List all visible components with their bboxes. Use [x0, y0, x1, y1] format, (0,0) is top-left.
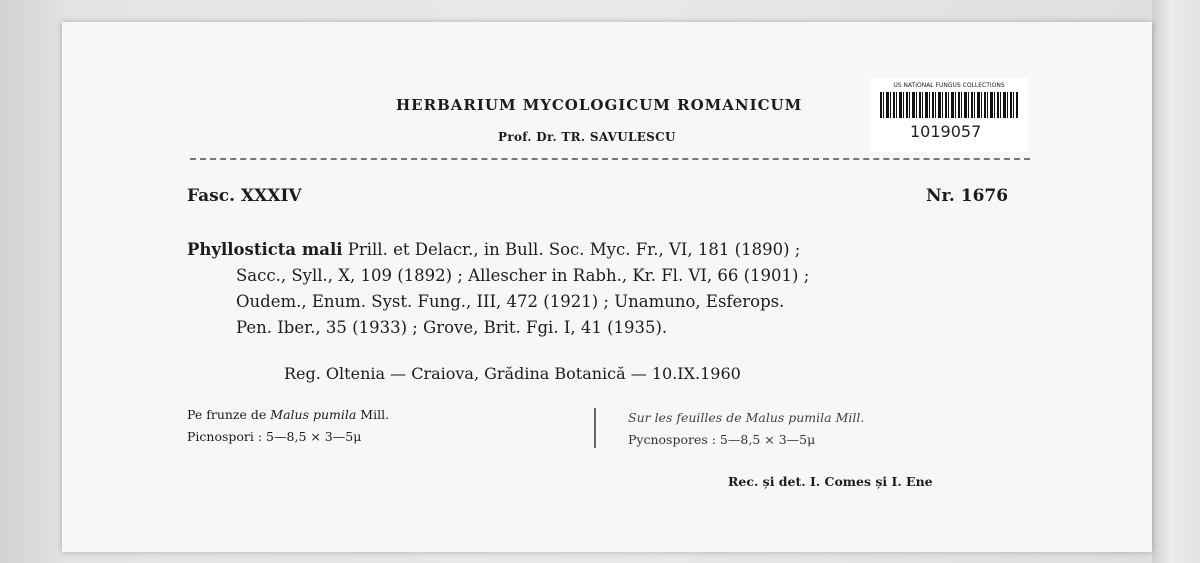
barcode-collection: US NATIONAL FUNGUS COLLECTIONS — [893, 82, 1005, 89]
herbarium-subtitle: Prof. Dr. TR. SAVULESCU — [498, 130, 676, 144]
collector-credit: Rec. și det. I. Comes și I. Ene — [728, 474, 933, 489]
barcode-label — [870, 78, 1028, 152]
barcode-icon — [880, 92, 1018, 118]
citation-line-1 — [187, 240, 800, 259]
specimen-number: Nr. 1676 — [926, 186, 1009, 206]
host-romanian — [187, 407, 389, 422]
locality: Reg. Oltenia — Craiova, Grădina Botanică — 10.IX.1960 — [284, 364, 741, 383]
sheet-edge — [1152, 0, 1200, 563]
citation-line-3: Oudem., Enum. Syst. Fung., III, 472 (1921) ; Unamuno, Esferops. — [236, 292, 785, 311]
citation-line-1-rest: Prill. et Delacr., in Bull. Soc. Myc. Fr., VI, 181 (1890) ; — [342, 240, 801, 259]
host-ro-prefix: Pe frunze de — [187, 407, 271, 422]
barcode-number: 1019057 — [910, 122, 982, 141]
citation-line-4: Pen. Iber., 35 (1933) ; Grove, Brit. Fgi. I, 41 (1935). — [236, 318, 668, 337]
host-ro-species: Malus pumila — [270, 407, 357, 422]
host-french: Sur les feuilles de Malus pumila Mill. — [628, 410, 865, 425]
column-divider — [594, 408, 596, 448]
fascicle: Fasc. XXXIV — [187, 186, 302, 206]
spores-french: Pycnospores : 5—8,5 × 3—5μ — [628, 432, 816, 447]
divider-rule — [190, 158, 1030, 160]
spores-romanian: Picnospori : 5—8,5 × 3—5μ — [187, 429, 362, 444]
host-ro-suffix: Mill. — [356, 407, 390, 422]
herbarium-title: HERBARIUM MYCOLOGICUM ROMANICUM — [396, 96, 803, 114]
citation-line-2: Sacc., Syll., X, 109 (1892) ; Allescher in Rabh., Kr. Fl. VI, 66 (1901) ; — [236, 266, 810, 285]
species-name: Phyllosticta mali — [187, 240, 343, 259]
